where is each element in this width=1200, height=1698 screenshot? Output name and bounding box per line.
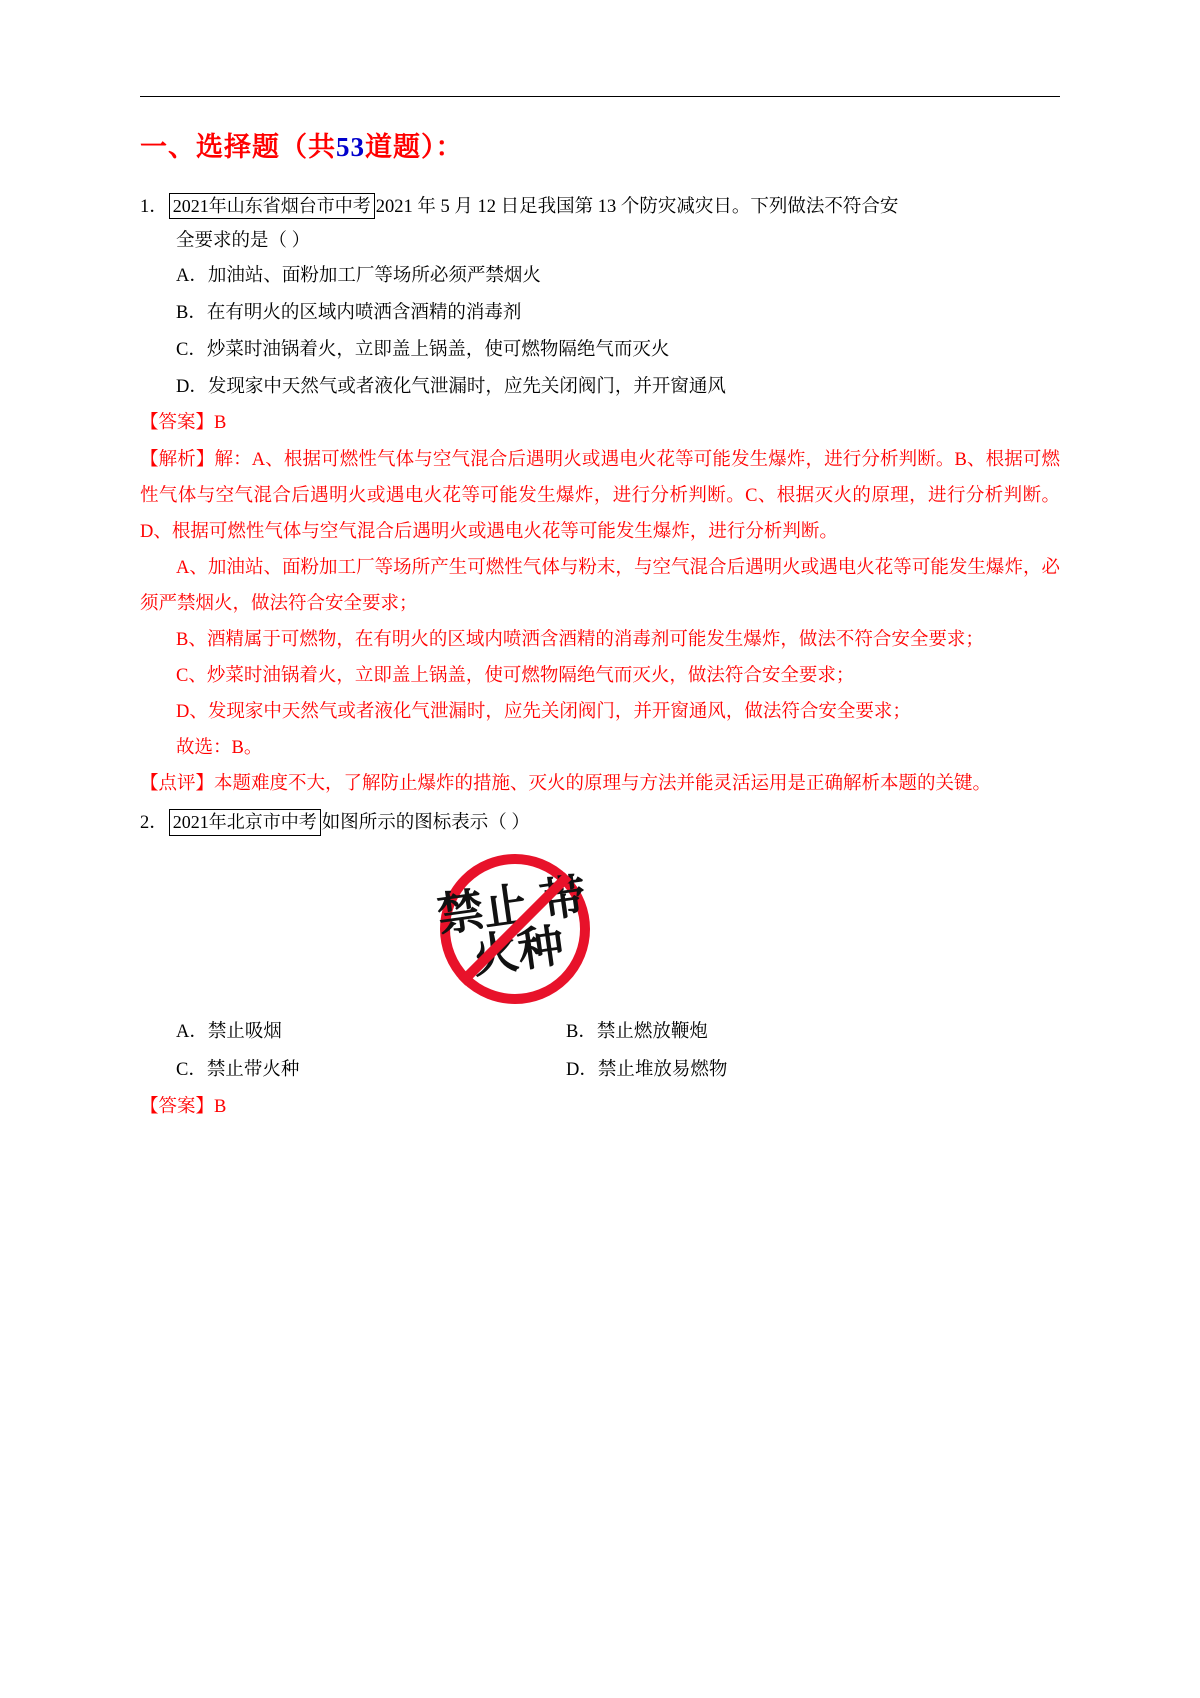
question-1-analysis-p2: A、加油站、面粉加工厂等场所产生可燃性气体与粉末，与空气混合后遇明火或遇电火花等可能发生爆炸，必须严禁烟火，做法符合安全要求； xyxy=(140,557,1060,614)
question-1-analysis-p3: B、酒精属于可燃物，在有明火的区域内喷洒含酒精的消毒剂可能发生爆炸，做法不符合安全要求； xyxy=(176,629,984,650)
question-1-answer xyxy=(140,406,1060,441)
section-title-suffix: 道题）： xyxy=(365,132,464,162)
question-2-answer xyxy=(140,1090,1060,1125)
question-1-comment-text: 本题难度不大，了解防止爆炸的措施、灭火的原理与方法并能灵活运用是正确解析本题的关键。 xyxy=(214,774,992,795)
question-1-analysis-p5: D、发现家中天然气或者液化气泄漏时，应先关闭阀门，并开窗通风，做法符合安全要求； xyxy=(176,702,911,723)
question-1-analysis-p4: C、炒菜时油锅着火，立即盖上锅盖，使可燃物隔绝气而灭火，做法符合安全要求； xyxy=(176,665,855,686)
question-2-number: 2． xyxy=(140,813,168,834)
question-1-analysis-tag: 【解析】 xyxy=(140,449,215,470)
question-1-analysis-p6: 故选：B。 xyxy=(176,738,263,759)
section-title-prefix: 一、选择题（共 xyxy=(140,132,336,162)
section-title xyxy=(140,125,1060,164)
sign-glyph-text: 禁止 带火种 xyxy=(434,870,590,984)
section-title-count: 53 xyxy=(336,132,365,162)
question-2-stem xyxy=(140,806,1060,840)
question-1-analysis-text1: 解：A、根据可燃性气体与空气混合后遇明火或遇电火花等可能发生爆炸，进行分析判断。B、根据可燃性气体与空气混合后遇明火或遇电火花等可能发生爆炸，进行分析判断。C、根据灭火的原理，进行分析判断。D、根据可燃性气体与空气混合后遇明火或遇电火花等可能发生爆炸，进行分析判断。 xyxy=(140,449,1060,542)
question-1-stem-text: 2021 年 5 月 12 日足我国第 13 个防灾减灾日。下列做法不符合安 xyxy=(375,197,899,217)
question-1-option-d[interactable]: D．发现家中天然气或者液化气泄漏时，应先关闭阀门，并开窗通风 xyxy=(176,377,726,398)
question-2-option-a[interactable]: A．禁止吸烟 xyxy=(176,1022,282,1043)
page-content xyxy=(140,96,1060,1129)
question-1-answer-tag: 【答案】 xyxy=(140,413,215,434)
question-2-answer-value: B xyxy=(214,1097,227,1118)
question-1-comment xyxy=(140,766,1060,802)
question-1-comment-tag: 【点评】 xyxy=(140,774,215,795)
header-rule xyxy=(140,96,1060,97)
question-1-analysis-p1 xyxy=(140,442,1060,550)
no-fire-source-icon xyxy=(434,854,590,1004)
question-2-stem-text: 如图所示的图标表示（ ） xyxy=(321,813,530,834)
question-1-answer-value: B xyxy=(214,413,227,434)
question-1-stem-line2: 全要求的是（ ） xyxy=(176,231,311,252)
question-1-number: 1． xyxy=(140,197,168,217)
question-2-option-c[interactable]: C．禁止带火种 xyxy=(176,1060,300,1081)
question-1-option-c[interactable]: C．炒菜时油锅着火，立即盖上锅盖，使可燃物隔绝气而灭火 xyxy=(176,340,670,361)
question-1-option-b[interactable]: B．在有明火的区域内喷洒含酒精的消毒剂 xyxy=(176,303,522,324)
question-2-figure xyxy=(140,854,1060,1004)
question-1 xyxy=(140,190,1060,802)
question-2-answer-tag: 【答案】 xyxy=(140,1097,215,1118)
question-2-source: 2021年北京市中考 xyxy=(169,809,321,835)
question-2 xyxy=(140,806,1060,1125)
question-2-option-d[interactable]: D．禁止堆放易燃物 xyxy=(566,1060,728,1081)
question-2-options xyxy=(140,1014,1060,1090)
question-1-stem xyxy=(140,190,1060,224)
question-1-source: 2021年山东省烟台市中考 xyxy=(169,193,375,219)
question-1-analysis xyxy=(140,442,1060,767)
question-1-option-a[interactable]: A．加油站、面粉加工厂等场所必须严禁烟火 xyxy=(176,266,541,287)
question-2-option-b[interactable]: B．禁止燃放鞭炮 xyxy=(566,1022,708,1043)
